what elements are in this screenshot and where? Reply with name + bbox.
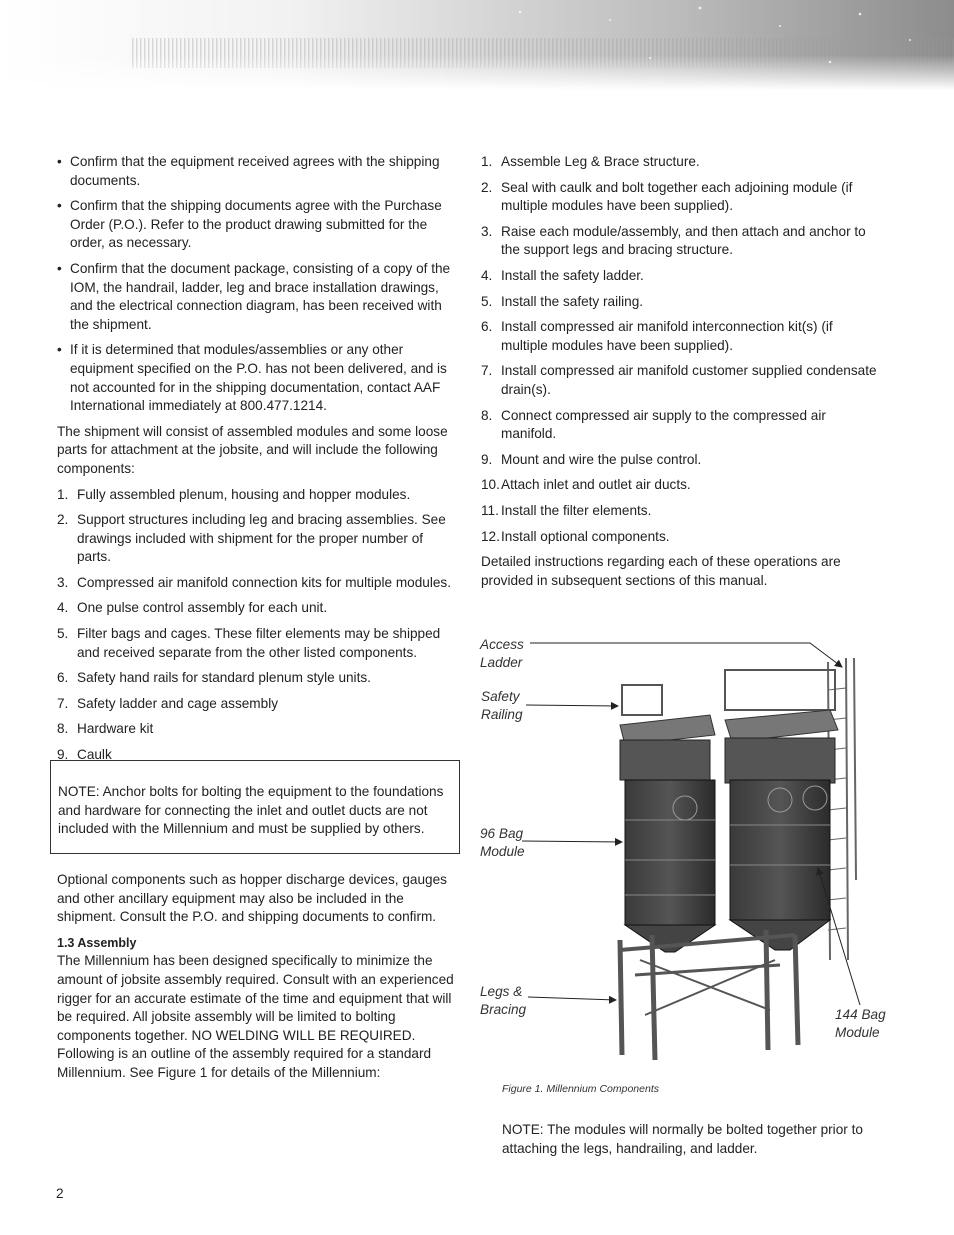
page-number: 2 <box>56 1186 64 1201</box>
list-item: 2. Seal with caulk and bolt together each adjoining module (if multiple modules have been supplied). <box>481 179 853 214</box>
module-96-bag-drawing <box>620 685 715 952</box>
components-list <box>57 486 457 765</box>
right-column <box>481 153 881 597</box>
list-item: 9. Caulk <box>57 747 112 763</box>
list-item: 2. Support structures including leg and bracing assemblies. See drawings included with shipment for the proper number of parts. <box>57 512 446 565</box>
list-item: 5. Install the safety railing. <box>481 293 644 309</box>
label-144-bag-module: 144 Bag Module <box>835 1007 886 1040</box>
receiving-checklist <box>57 153 457 416</box>
list-item: 1. Fully assembled plenum, housing and hopper modules. <box>57 486 411 502</box>
list-item: 12. Install optional components. <box>481 528 670 544</box>
list-item: 9. Mount and wire the pulse control. <box>481 451 702 467</box>
assembly-steps <box>481 153 881 546</box>
list-item: 4. One pulse control assembly for each unit. <box>57 600 328 616</box>
list-item: 5. Filter bags and cages. These filter elements may be shipped and received separate from the other listed components. <box>57 626 441 660</box>
figure-caption: Figure 1. Millennium Components <box>502 1083 659 1095</box>
closing-text: Detailed instructions regarding each of these operations are provided in subsequent sections of this manual. <box>481 554 841 588</box>
optional-and-assembly <box>57 871 457 1090</box>
list-item: 7. Safety ladder and cage assembly <box>57 695 279 711</box>
list-item: 10. Attach inlet and outlet air ducts. <box>481 477 691 493</box>
assembly-body: The Millennium has been designed specifically to minimize the amount of jobsite assembly required. Consult with an experienced rigger for an accurate estimate of the time and equipment that will be required. All jobsite assembly will be limited to bolting components together. NO WELDING WILL BE REQUIRED. Following is an outline of the assembly required for a standard Millennium. See Figure 1 for details of the Millennium: <box>57 953 454 1080</box>
list-item: 4. Install the safety ladder. <box>481 267 644 283</box>
anchor-bolt-note: NOTE: Anchor bolts for bolting the equipment to the foundations and hardware for connecting the inlet and outlet ducts are not included with the Millennium and must be supplied by others. <box>50 760 460 854</box>
millennium-components-figure <box>470 630 900 1070</box>
list-item: 6. Safety hand rails for standard plenum style units. <box>57 670 371 686</box>
list-item: 7. Install compressed air manifold customer supplied condensate drain(s). <box>481 363 877 397</box>
module-144-bag-drawing <box>725 670 838 950</box>
label-safety-railing: Safety Railing <box>481 689 523 722</box>
list-item: 11. Install the filter elements. <box>481 502 652 518</box>
list-item: • If it is determined that modules/assemblies or any other equipment specified on the P.O. has not been delivered, and is not accounted for in the shipping documentation, contact AAF International immediately at 800.477.1214. <box>57 341 457 415</box>
optional-components-text: Optional components such as hopper discharge devices, gauges and other ancillary equipment may also be included in the shipment. Consult the P.O. and shipping documents to confirm. <box>57 872 447 925</box>
list-item: 8. Hardware kit <box>57 721 154 737</box>
list-item: • Confirm that the equipment received agrees with the shipping documents. <box>57 153 457 190</box>
list-item: 8. Connect compressed air supply to the compressed air manifold. <box>481 407 826 442</box>
left-column <box>57 153 457 772</box>
section-heading-assembly: 1.3 Assembly <box>57 935 137 950</box>
bolting-note: NOTE: The modules will normally be bolted together prior to attaching the legs, handrailing, and ladder. <box>502 1122 863 1156</box>
list-item: 3. Compressed air manifold connection kits for multiple modules. <box>57 574 451 590</box>
label-access-ladder: Access Ladder <box>480 637 524 670</box>
label-96-bag-module: 96 Bag Module <box>480 826 525 859</box>
legs-bracing-drawing <box>620 930 798 1060</box>
list-item: 1. Assemble Leg & Brace structure. <box>481 154 700 169</box>
list-item: 3. Raise each module/assembly, and then attach and anchor to the support legs and bracing structure. <box>481 223 866 258</box>
shipment-intro: The shipment will consist of assembled modules and some loose parts for attachment at the jobsite, and will include the following components: <box>57 423 448 476</box>
list-item: • Confirm that the shipping documents agree with the Purchase Order (P.O.). Refer to the product drawing submitted for the order, as necessary. <box>57 197 457 253</box>
header-banner <box>0 0 954 90</box>
label-legs-bracing: Legs & Bracing <box>480 984 527 1017</box>
list-item: • Confirm that the document package, consisting of a copy of the IOM, the handrail, ladder, leg and brace installation drawings, and the electrical connection diagram, has been received with the shipment. <box>57 260 457 334</box>
list-item: 6. Install compressed air manifold interconnection kit(s) (if multiple modules have been supplied). <box>481 319 833 353</box>
